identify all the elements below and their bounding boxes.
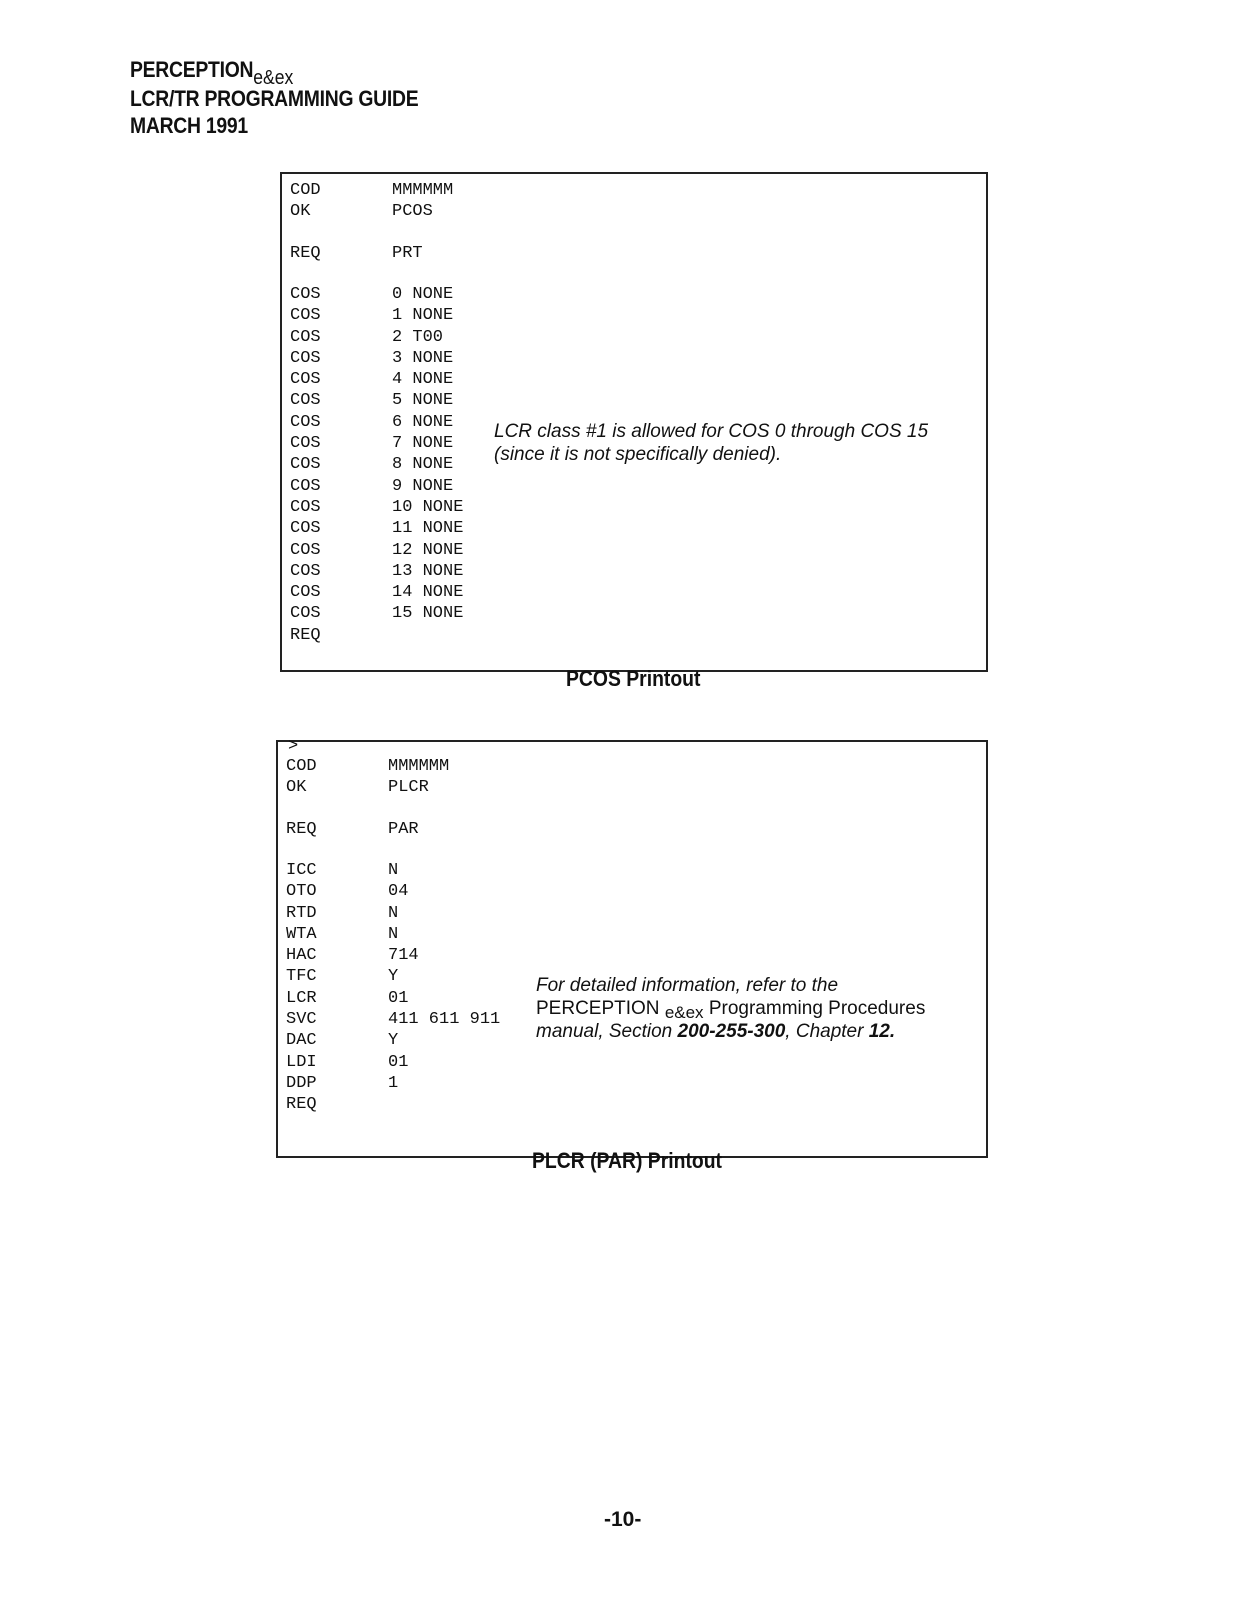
row-field: REQ: [286, 819, 317, 839]
row-value: 14 NONE: [392, 583, 464, 603]
plcr-printout-box: [276, 737, 988, 1158]
row-field: HAC: [286, 946, 317, 966]
pcos-note: [494, 420, 928, 466]
row-value: 6 NONE: [392, 412, 454, 432]
plcr-note-line2: PERCEPTION e&ex Programming Procedures: [536, 998, 926, 1022]
row-value: MMMMMM: [388, 757, 450, 776]
plcr-note-line1: For detailed information, refer to the: [536, 975, 839, 996]
row-value: 3 NONE: [392, 348, 454, 368]
row-value: 9 NONE: [392, 476, 454, 496]
printout-row: [278, 756, 578, 778]
row-field: REQ: [290, 243, 321, 263]
row-field: COS: [290, 412, 321, 432]
row-value: PLCR: [388, 778, 429, 798]
row-value: N: [388, 903, 399, 923]
printout-row: [282, 561, 582, 583]
row-field: COS: [290, 434, 321, 453]
printout-row: [282, 348, 582, 370]
row-value: 714: [388, 946, 419, 966]
row-value: PRT: [392, 243, 423, 263]
row-value: 13 NONE: [392, 561, 464, 581]
printout-row: [282, 497, 582, 519]
printout-row: [278, 1030, 578, 1052]
printout-row: [278, 1073, 578, 1095]
row-field: DDP: [286, 1073, 317, 1093]
printout-row: [282, 603, 582, 625]
row-value: 1 NONE: [392, 306, 454, 326]
row-value: 12 NONE: [392, 540, 464, 560]
row-field: TFC: [286, 967, 317, 987]
printout-row: [278, 881, 578, 903]
row-value: MMMMMM: [392, 181, 454, 200]
row-field: COS: [290, 455, 321, 475]
pcos-note-line2: (since it is not specifically denied).: [494, 444, 782, 465]
printout-row: [282, 369, 582, 391]
row-field: DAC: [286, 1031, 317, 1051]
row-field: COS: [290, 476, 321, 496]
pcos-note-line1: LCR class #1 is allowed for COS 0 through COS 15: [494, 421, 929, 442]
row-field: OTO: [286, 882, 317, 902]
printout-row: [278, 860, 578, 882]
printout-row: [282, 243, 582, 265]
row-field: WTA: [286, 924, 317, 944]
row-value: 04: [388, 882, 409, 902]
product-title: PERCEPTIONe&ex: [130, 57, 294, 89]
row-field: COS: [290, 583, 321, 603]
row-value: N: [388, 924, 399, 944]
row-field: REQ: [290, 625, 321, 645]
row-field: COS: [290, 561, 321, 581]
row-field: REQ: [286, 1095, 317, 1115]
printout-row: [278, 924, 578, 946]
row-value: Y: [388, 1031, 399, 1051]
row-value: 1: [388, 1073, 399, 1093]
row-field: COS: [290, 306, 321, 326]
printout-row: [278, 1052, 578, 1074]
row-field: OK: [290, 202, 311, 222]
printout-row: [282, 180, 582, 202]
plcr-caption: PLCR (PAR) Printout: [532, 1148, 722, 1173]
printout-row: [282, 625, 582, 647]
printout-row: [282, 284, 582, 306]
row-value: 01: [388, 988, 409, 1008]
pcos-caption: PCOS Printout: [566, 666, 701, 691]
printout-row: [278, 903, 578, 925]
printout-row: [282, 518, 582, 540]
printout-row: [282, 582, 582, 604]
printout-row: [282, 476, 582, 498]
row-field: COS: [290, 497, 321, 517]
plcr-prompt: >: [288, 737, 299, 756]
plcr-note: [536, 974, 925, 1043]
row-value: PCOS: [392, 202, 433, 222]
row-value: Y: [388, 967, 399, 987]
row-value: 0 NONE: [392, 284, 454, 304]
row-field: COS: [290, 391, 321, 411]
page-header: [130, 56, 458, 139]
row-field: LCR: [286, 988, 317, 1008]
plcr-note-line3: manual, Section 200-255-300, Chapter 12.: [536, 1021, 896, 1042]
printout-row: [278, 1094, 578, 1116]
row-field: RTD: [286, 903, 317, 923]
printout-row: [278, 945, 578, 967]
row-value: 411 611 911: [388, 1010, 501, 1029]
pcos-printout-box: [280, 172, 988, 672]
printout-row: [278, 988, 578, 1010]
printout-row: [282, 305, 582, 327]
row-field: OK: [286, 778, 307, 798]
row-value: 8 NONE: [392, 455, 454, 475]
row-value: 5 NONE: [392, 391, 454, 411]
row-value: 7 NONE: [392, 434, 454, 453]
printout-row: [282, 390, 582, 412]
row-field: SVC: [286, 1010, 317, 1029]
printout-row: [282, 201, 582, 223]
row-field: COS: [290, 370, 321, 390]
row-field: COS: [290, 604, 321, 624]
row-value: 01: [388, 1052, 409, 1072]
guide-date: MARCH 1991: [130, 113, 248, 138]
product-suffix: e&ex: [253, 67, 294, 89]
printout-row: [282, 540, 582, 562]
row-field: COS: [290, 540, 321, 560]
row-field: COS: [290, 348, 321, 368]
page-number: -10-: [604, 1508, 642, 1531]
row-field: COS: [290, 519, 321, 539]
row-value: 10 NONE: [392, 497, 464, 517]
printout-row: [282, 327, 582, 349]
row-field: COS: [290, 284, 321, 304]
row-value: 4 NONE: [392, 370, 454, 390]
guide-title: LCR/TR PROGRAMMING GUIDE: [130, 86, 419, 111]
printout-row: [278, 966, 578, 988]
row-value: PAR: [388, 819, 419, 839]
printout-row: [278, 1009, 578, 1031]
printout-row: [278, 819, 578, 841]
row-value: 15 NONE: [392, 604, 464, 624]
row-value: 2 T00: [392, 327, 444, 347]
row-value: 11 NONE: [392, 519, 464, 539]
row-field: LDI: [286, 1052, 317, 1072]
row-field: COD: [290, 181, 321, 200]
printout-row: [278, 777, 578, 799]
row-field: COD: [286, 757, 317, 776]
row-field: COS: [290, 327, 321, 347]
row-value: N: [388, 860, 399, 880]
row-field: ICC: [286, 860, 317, 880]
